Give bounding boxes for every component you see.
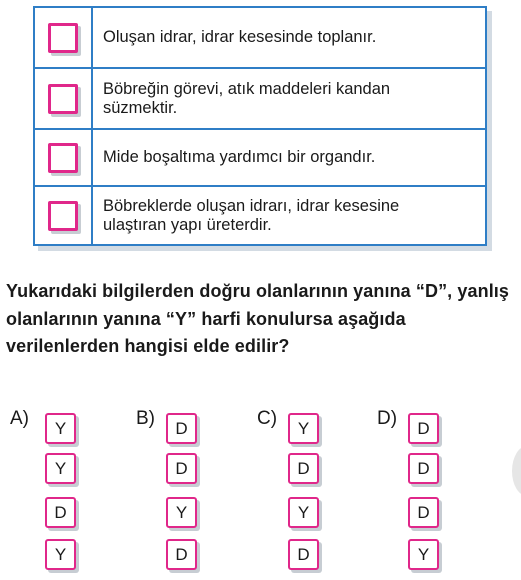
statement-text: Oluşan idrar, idrar kesesinde toplanır. <box>103 28 377 46</box>
option-c-box-3: Y <box>288 497 319 528</box>
statement-text: Böbreğin görevi, atık maddeleri kandan süzmektir. <box>103 79 391 117</box>
statements-table <box>33 6 487 246</box>
option-c-box-4: D <box>288 539 319 570</box>
answer-checkbox[interactable] <box>48 201 78 231</box>
statement-row <box>35 187 485 244</box>
checkbox-cell <box>35 187 93 244</box>
answer-checkbox[interactable] <box>48 143 78 173</box>
option-c-label[interactable]: C) <box>257 408 278 429</box>
option-d-box-1: D <box>408 413 439 444</box>
option-c-box-2: D <box>288 453 319 484</box>
option-b-box-3: Y <box>166 497 197 528</box>
option-a-box-3: D <box>45 497 76 528</box>
option-d-box-2: D <box>408 453 439 484</box>
statement-text: Mide boşaltıma yardımcı bir organdır. <box>103 148 376 166</box>
statement-row <box>35 130 485 187</box>
statement-text: Böbreklerde oluşan idrarı, idrar kesesine ulaştıran yapı üreterdir. <box>103 196 400 234</box>
option-a-label[interactable]: A) <box>10 408 29 429</box>
option-b-label[interactable]: B) <box>136 408 155 429</box>
option-d-box-3: D <box>408 497 439 528</box>
option-b-box-2: D <box>166 453 197 484</box>
checkbox-cell <box>35 130 93 185</box>
option-b-box-4: D <box>166 539 197 570</box>
answer-checkbox[interactable] <box>48 84 78 114</box>
page-edge-decoration <box>512 446 521 496</box>
checkbox-cell <box>35 8 93 67</box>
option-b-box-1: D <box>166 413 197 444</box>
question-text: Yukarıdaki bilgilerden doğru olanlarının yanına “D”, yanlış olanlarının yanına “Y” harfi konulursa aşağıda verilenlerden hangisi elde edilir? <box>6 281 510 356</box>
option-c-box-1: Y <box>288 413 319 444</box>
statement-row <box>35 8 485 69</box>
option-d-box-4: Y <box>408 539 439 570</box>
option-a-box-4: Y <box>45 539 76 570</box>
checkbox-cell <box>35 69 93 128</box>
answer-checkbox[interactable] <box>48 23 78 53</box>
statement-row <box>35 69 485 130</box>
option-d-label[interactable]: D) <box>377 408 398 429</box>
option-a-box-2: Y <box>45 453 76 484</box>
option-a-box-1: Y <box>45 413 76 444</box>
